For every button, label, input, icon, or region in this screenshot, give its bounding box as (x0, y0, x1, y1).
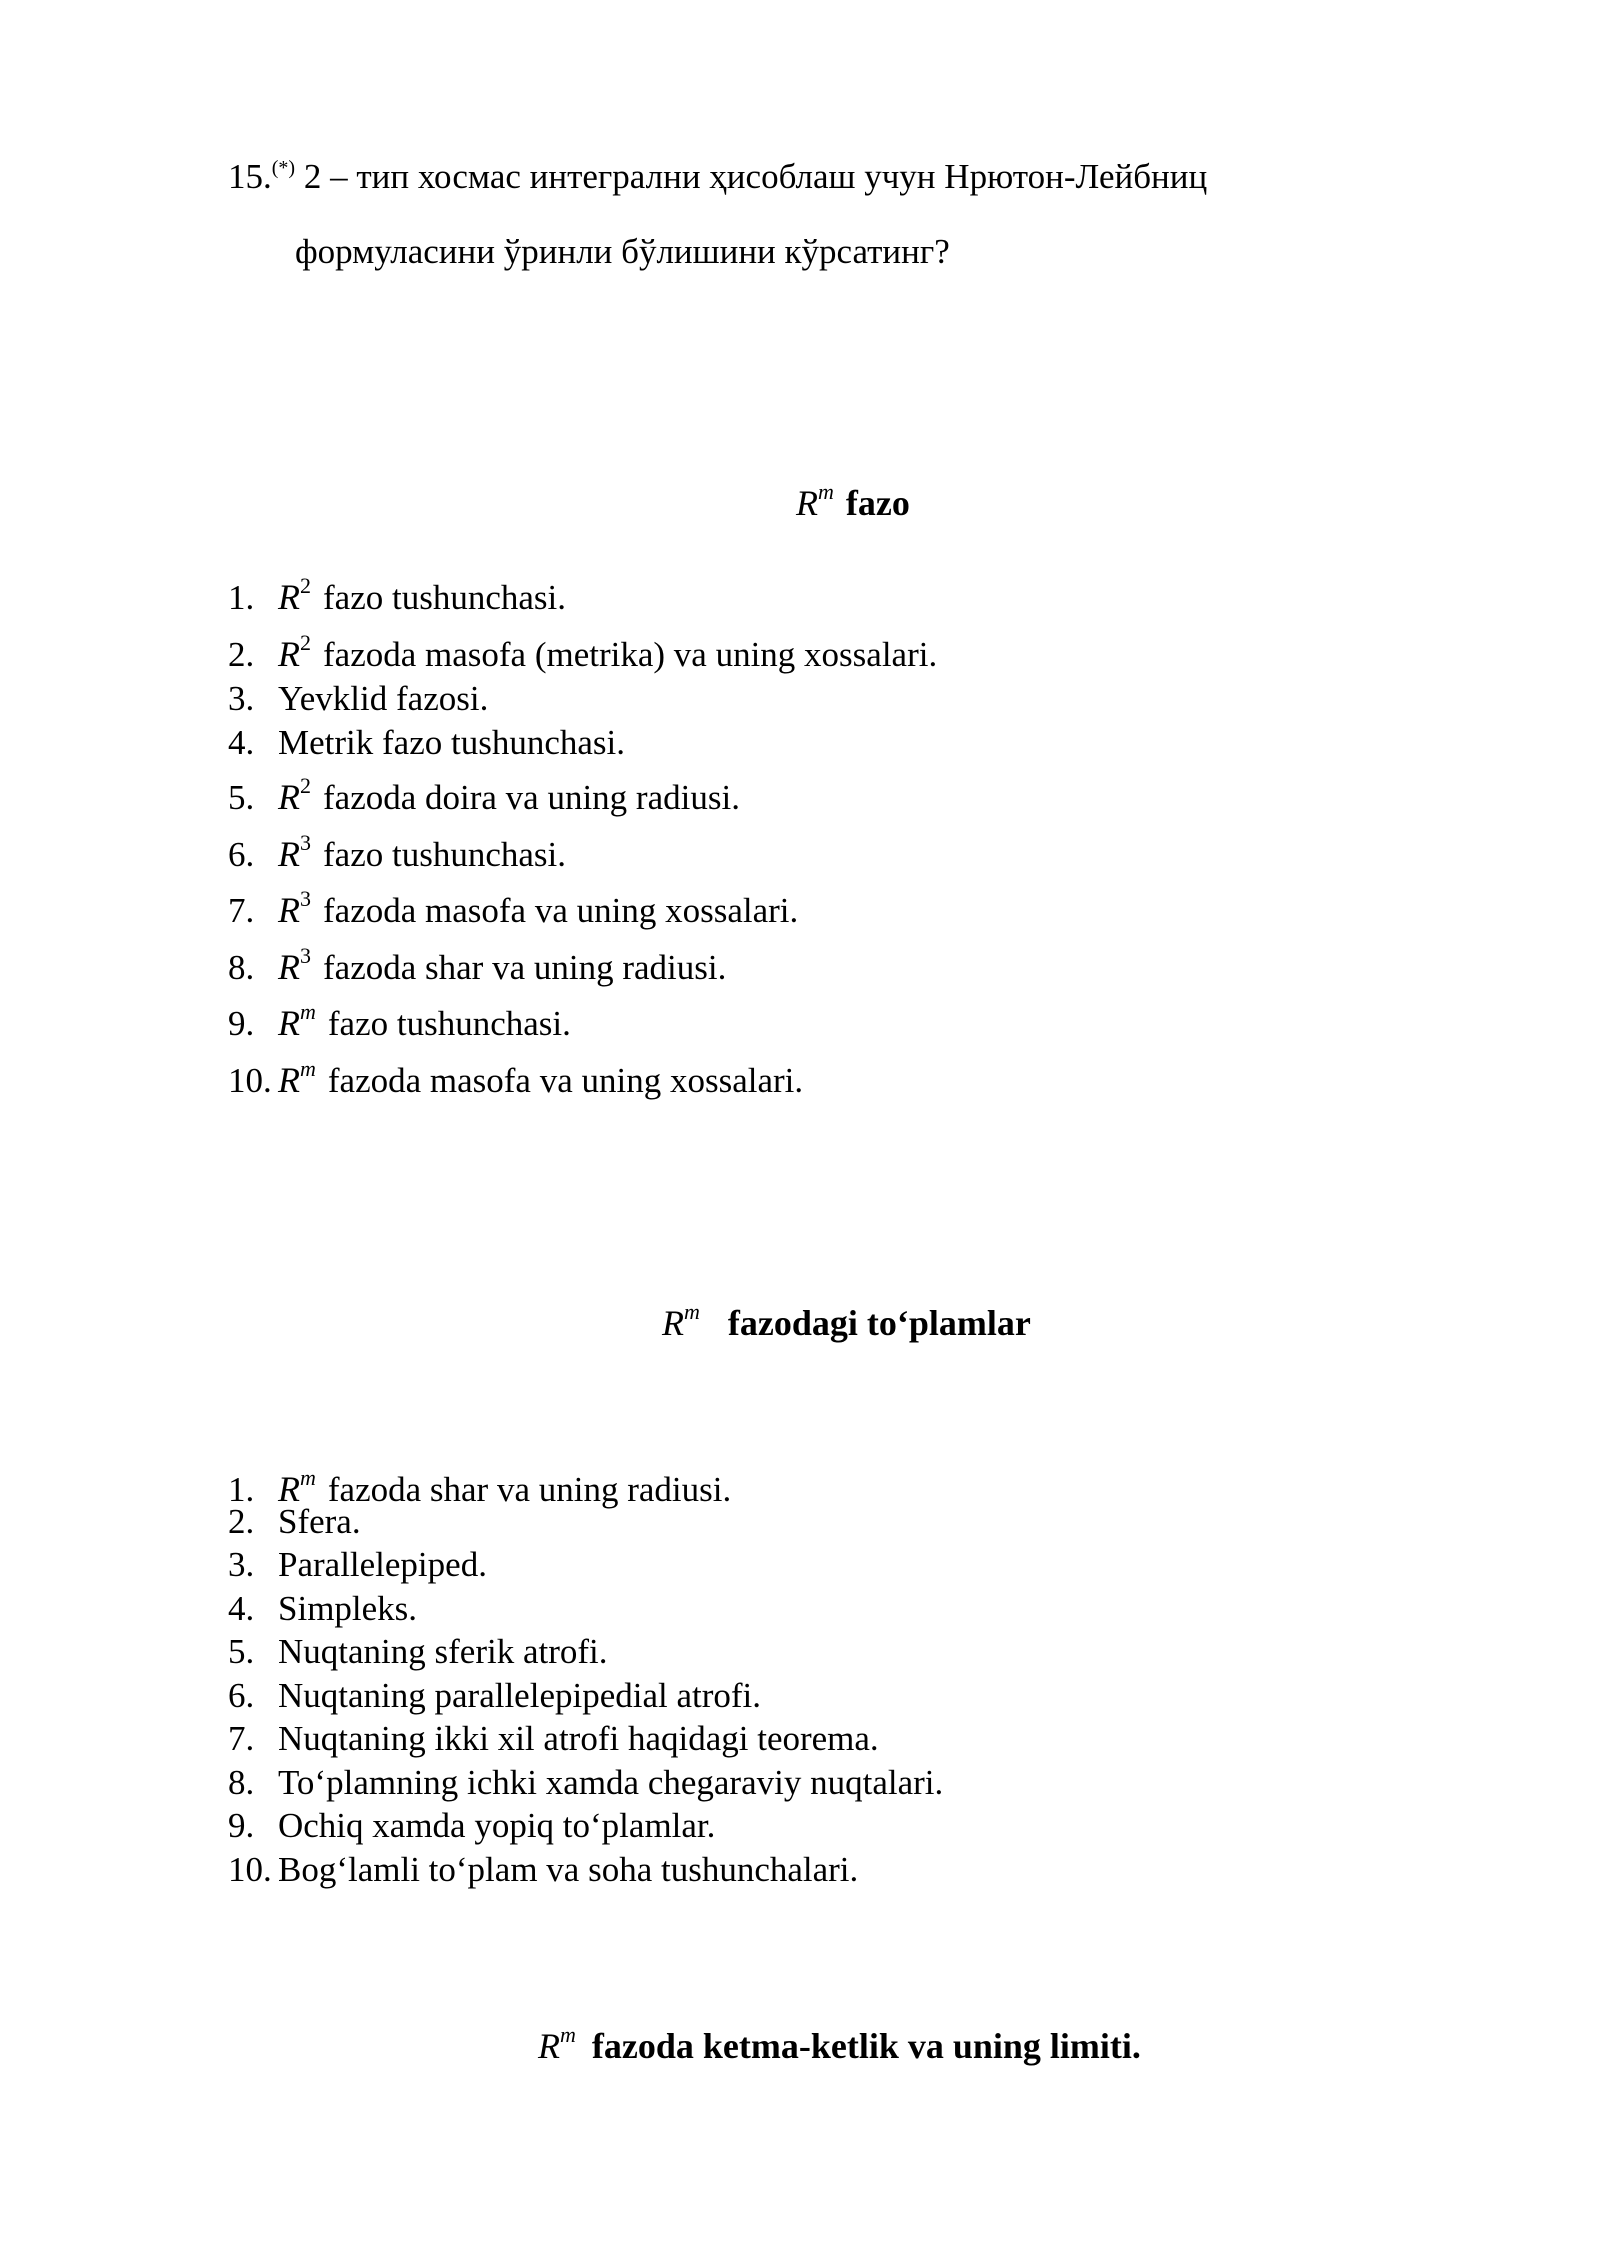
section3-symbol: $R^m$ (538, 2022, 576, 2066)
list-item-number: 1. (228, 578, 255, 617)
list-item-text: Simpleks. (278, 1588, 418, 1628)
list-item-number: 8. (228, 947, 255, 987)
list-item-text: fazoda shar va uning radiusi. (327, 1470, 732, 1509)
list-item-number: 2. (228, 634, 255, 674)
list-item-text: fazoda masofa va uning xossalari. (323, 891, 799, 930)
list-item (228, 558, 937, 615)
list-item-number: 5. (228, 778, 255, 817)
question-mark: (*) (271, 157, 296, 179)
list-item-symbol: $R^3$ (278, 942, 311, 987)
list-item-number: 3. (228, 1545, 255, 1584)
list-item-symbol: $R^2$ (278, 573, 311, 617)
list-item-symbol: $R^m$ (278, 1465, 316, 1509)
list-item-text: fazoda doira va uning radiusi. (323, 778, 740, 817)
list-item-number: 10. (228, 1060, 272, 1100)
list-item (228, 1761, 943, 1805)
list-item-number: 9. (228, 1806, 255, 1845)
list-item (228, 715, 937, 762)
list-item (228, 1804, 943, 1848)
list-item-text: fazo tushunchasi. (323, 834, 566, 874)
list-item-text: Metrik fazo tushunchasi. (278, 722, 625, 762)
list-item-number: 5. (228, 1632, 255, 1671)
list-item-symbol: $R^m$ (278, 1055, 316, 1100)
list-item-number: 3. (228, 679, 255, 718)
section2-heading (662, 1290, 1031, 1345)
list-item-text: fazoda masofa va uning xossalari. (327, 1060, 804, 1100)
list-item-number: 6. (228, 834, 255, 874)
list-item (228, 815, 937, 872)
section2-list (228, 1456, 943, 1891)
section3-title: fazoda ketma-ketlik va uning limiti. (591, 2026, 1141, 2066)
list-item-number: 4. (228, 722, 255, 762)
list-item-text: Yevklid fazosi. (278, 679, 489, 718)
list-item-number: 6. (228, 1675, 255, 1715)
list-item-text: Bog‘lamli to‘plam va soha tushunchalari. (278, 1849, 859, 1889)
list-item (228, 984, 937, 1041)
list-item (228, 1456, 943, 1509)
list-item-text: fazoda masofa (metrika) va uning xossalari. (323, 634, 938, 674)
section2-title: fazodagi to‘plamlar (727, 1303, 1031, 1343)
list-item (228, 1674, 943, 1718)
list-item-number: 2. (228, 1501, 255, 1541)
list-item-text: Nuqtaning sferik atrofi. (278, 1632, 608, 1671)
list-item-number: 7. (228, 1719, 255, 1758)
section2-symbol: $R^m$ (662, 1299, 700, 1343)
list-item-text: fazo tushunchasi. (327, 1004, 571, 1043)
list-item (228, 1500, 943, 1544)
list-item-number: 10. (228, 1849, 272, 1889)
section1-list (228, 558, 938, 1100)
list-item-symbol: $R^2$ (278, 773, 311, 817)
list-item-text: Parallelepiped. (278, 1545, 487, 1584)
list-item-symbol: $R^3$ (278, 886, 311, 930)
section1-symbol: $R^m$ (796, 479, 834, 523)
list-item-text: Nuqtaning parallelepipedial atrofi. (278, 1675, 762, 1715)
list-item-symbol: $R^m$ (278, 999, 316, 1043)
list-item-number: 4. (228, 1588, 255, 1628)
question-15-line1 (228, 148, 1207, 197)
list-item-text: fazo tushunchasi. (323, 578, 566, 617)
section1-heading (796, 470, 910, 525)
list-item-text: fazoda shar va uning radiusi. (323, 947, 727, 987)
list-item (228, 928, 937, 985)
list-item (228, 1041, 937, 1098)
question-text-1: 2 – тип хосмас интегрални ҳисоблаш учун Нрютон-Лейбниц (295, 157, 1208, 196)
list-item-number: 1. (228, 1470, 255, 1509)
list-item-symbol: $R^2$ (278, 629, 311, 674)
question-number: 15. (228, 157, 272, 196)
question-15-line2: формуласини ўринли бўлишини кўрсатинг? (295, 232, 950, 271)
list-item-text: Ochiq xamda yopiq to‘plamlar. (278, 1806, 716, 1845)
list-item (228, 1587, 943, 1631)
list-item (228, 1848, 943, 1892)
list-item (228, 615, 937, 672)
section1-title: fazo (845, 483, 910, 523)
list-item-text: Sfera. (278, 1501, 361, 1541)
list-item (228, 1717, 943, 1761)
list-item (228, 1543, 943, 1587)
list-item-text: Nuqtaning ikki xil atrofi haqidagi teorema. (278, 1719, 879, 1758)
list-item (228, 671, 937, 718)
list-item-number: 7. (228, 891, 255, 930)
section3-heading (538, 2013, 1141, 2068)
list-item (228, 1630, 943, 1674)
list-item-text: To‘plamning ichki xamda chegaraviy nuqtalari. (278, 1762, 944, 1802)
list-item (228, 758, 937, 815)
list-item-symbol: $R^3$ (278, 829, 311, 874)
list-item (228, 871, 937, 928)
list-item-number: 9. (228, 1004, 255, 1043)
list-item-number: 8. (228, 1762, 255, 1802)
